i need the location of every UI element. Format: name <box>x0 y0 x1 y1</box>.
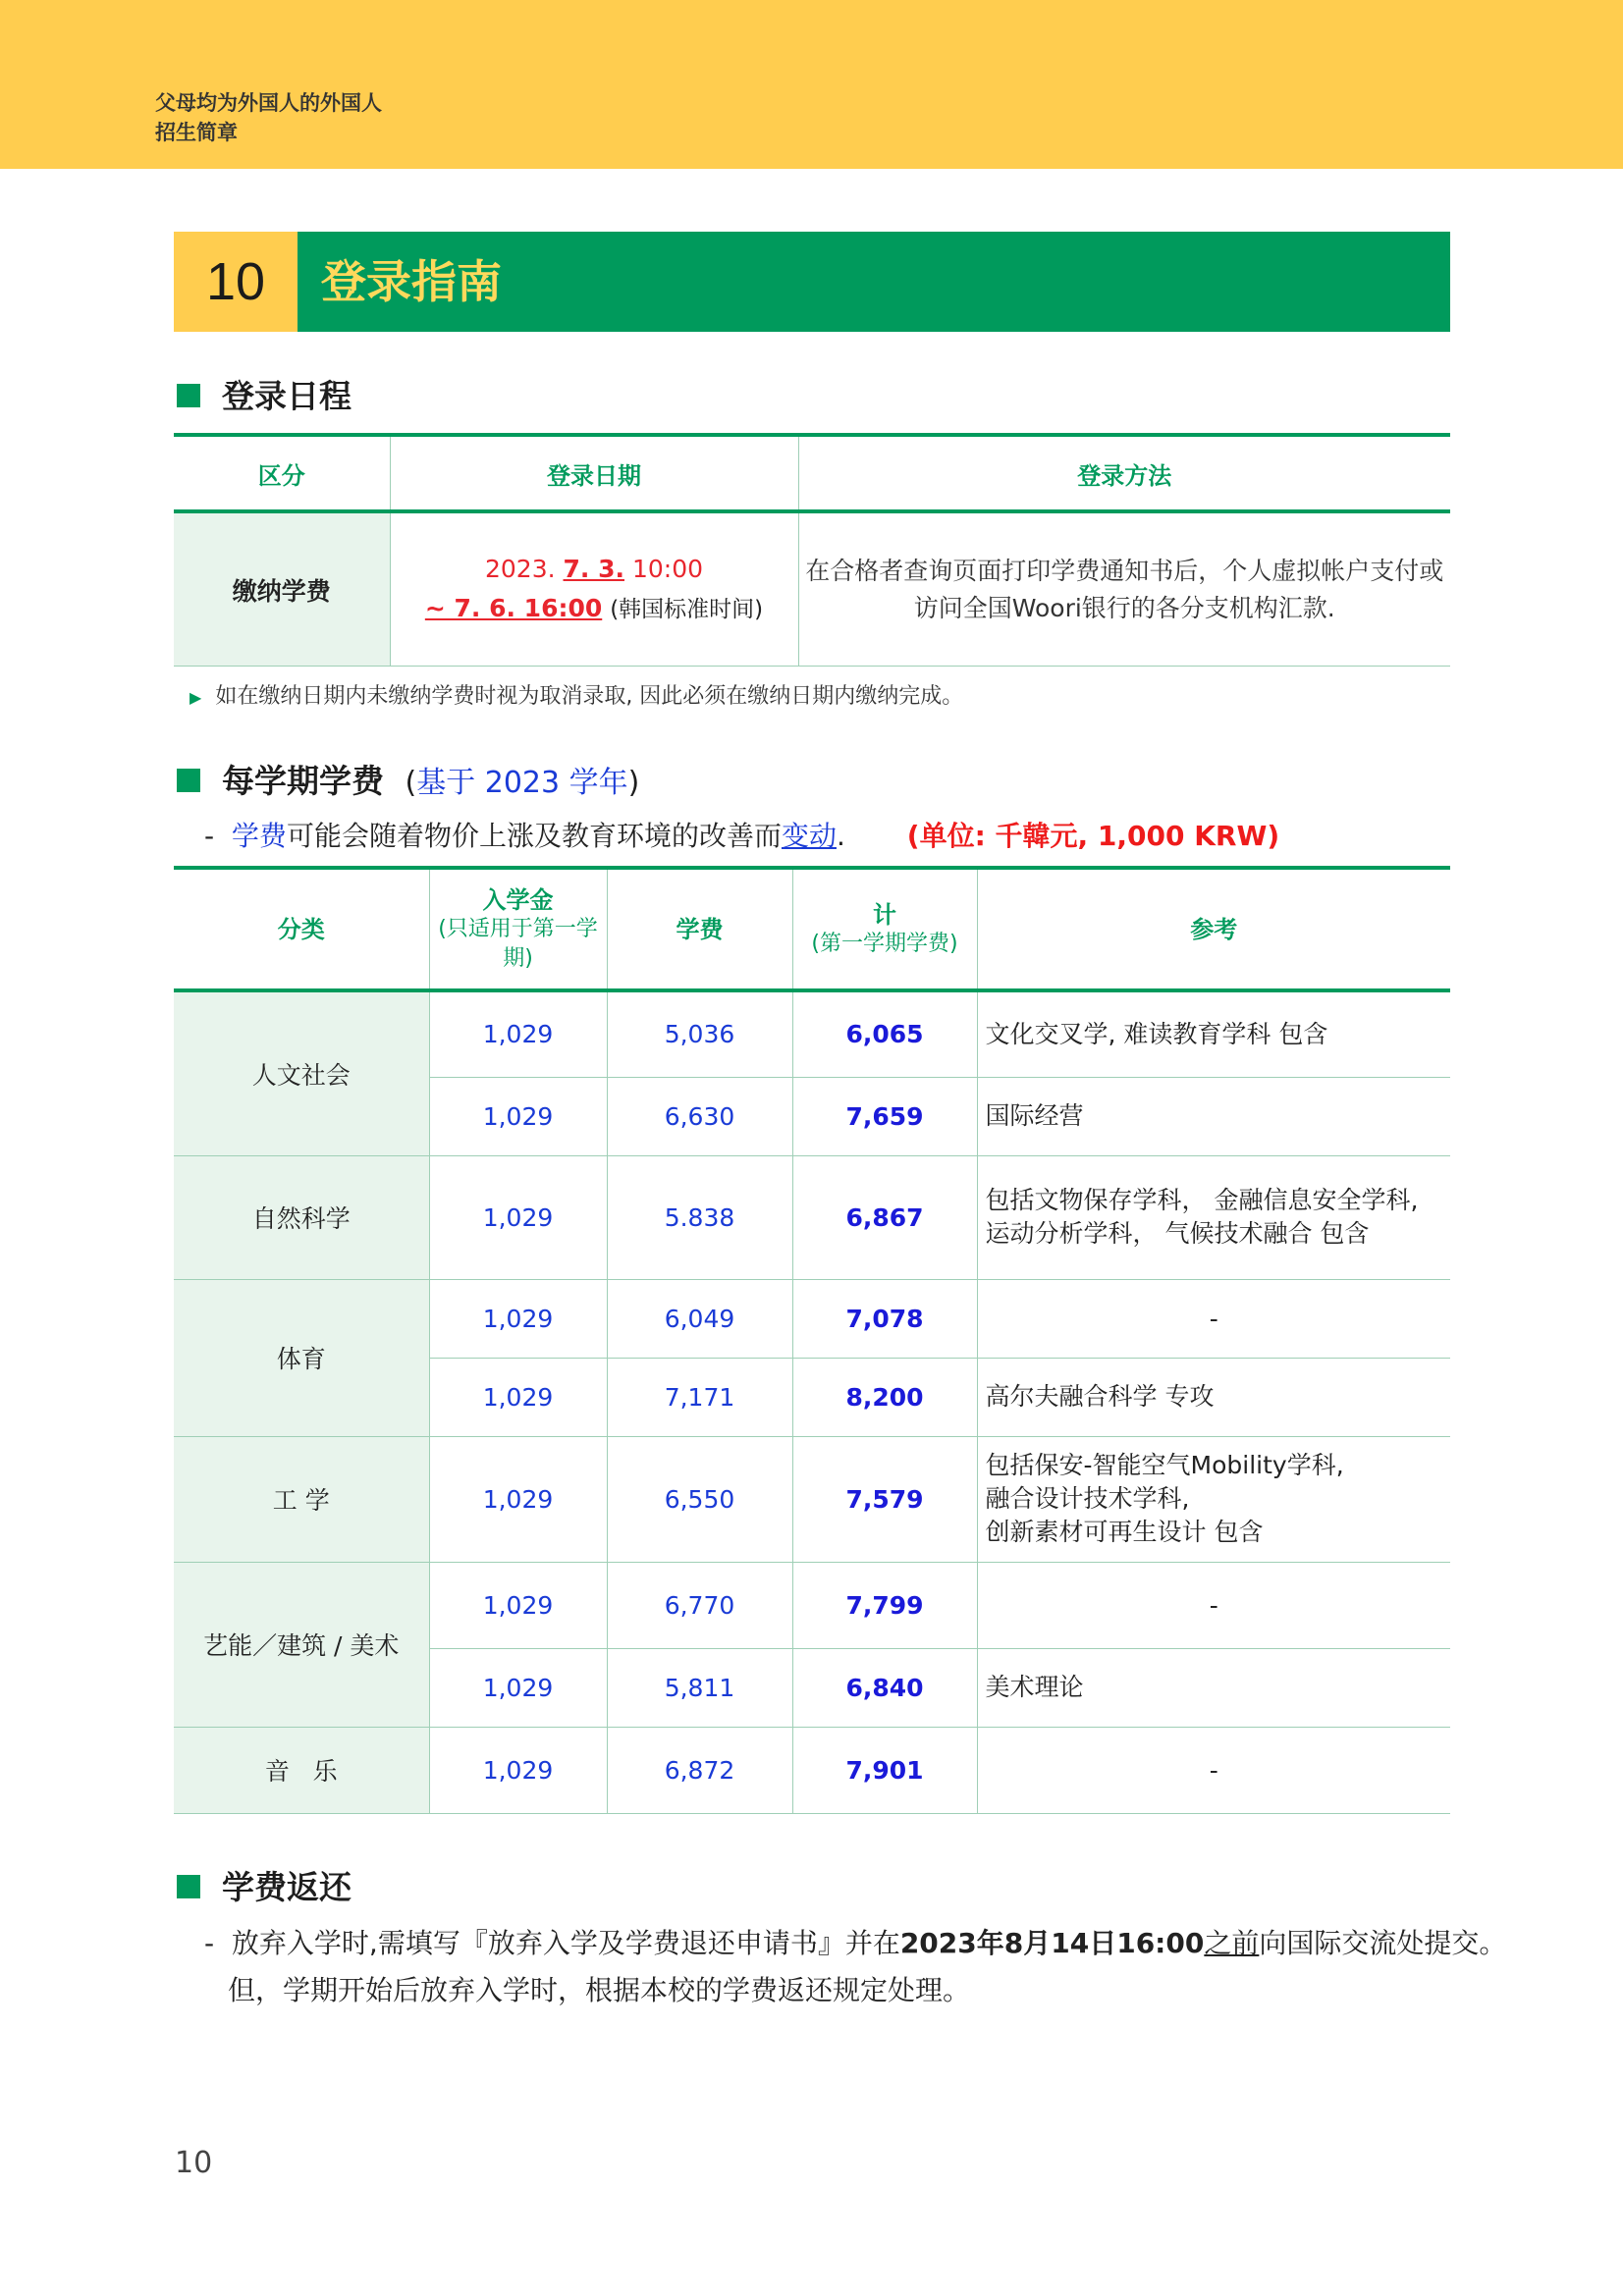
refund-heading <box>177 1862 352 1908</box>
fee-tuition: 5.838 <box>607 1155 792 1279</box>
fees-col-entrance <box>429 868 607 990</box>
fee-entrance: 1,029 <box>429 1155 607 1279</box>
fee-category: 自然科学 <box>174 1155 429 1279</box>
date-timezone: (韩国标准时间) <box>610 597 764 622</box>
fee-total: 7,799 <box>792 1562 977 1648</box>
fees-col-category: 分类 <box>174 868 429 990</box>
fee-entrance: 1,029 <box>429 990 607 1077</box>
fee-total: 7,078 <box>792 1279 977 1358</box>
fee-entrance: 1,029 <box>429 1562 607 1648</box>
fees-body <box>174 990 1450 1813</box>
fee-row <box>174 1727 1450 1813</box>
fee-row <box>174 1279 1450 1358</box>
fee-category: 体育 <box>174 1279 429 1436</box>
paren-close: ) <box>627 766 640 800</box>
fee-tuition: 5,036 <box>607 990 792 1077</box>
intro-word-2: 变动 <box>781 820 837 852</box>
schedule-heading <box>177 371 352 417</box>
total-sublabel: (第一学期学费) <box>811 931 958 956</box>
fees-col-reference: 参考 <box>977 868 1450 990</box>
triangle-right-icon: ▶ <box>189 688 202 707</box>
refund-text <box>204 1920 1506 2014</box>
fee-entrance: 1,029 <box>429 1648 607 1727</box>
fees-intro <box>204 815 1279 854</box>
fee-reference: 包括文物保存学科， 金融信息安全学科, 运动分析学科， 气候技术融合 包含 <box>977 1155 1450 1279</box>
fees-heading <box>177 756 639 802</box>
fee-tuition: 7,171 <box>607 1358 792 1436</box>
method-line-2: 访问全国Woori银行的各分支机构汇款. <box>913 593 1335 622</box>
fee-reference: 美术理论 <box>977 1648 1450 1727</box>
schedule-row <box>174 511 1450 667</box>
intro-end: . <box>836 820 845 852</box>
fee-entrance: 1,029 <box>429 1436 607 1562</box>
fee-row <box>174 1155 1450 1279</box>
fees-heading-basis <box>406 766 640 800</box>
basis-text: 基于 2023 学年 <box>416 766 628 800</box>
fee-entrance: 1,029 <box>429 1279 607 1358</box>
fee-total: 8,200 <box>792 1358 977 1436</box>
schedule-col-method: 登录方法 <box>798 435 1450 511</box>
fee-tuition: 6,550 <box>607 1436 792 1562</box>
fees-col-tuition: 学费 <box>607 868 792 990</box>
section-title: 登录指南 <box>321 255 502 308</box>
refund-before: 之前 <box>1204 1927 1260 1959</box>
fees-heading-text: 每学期学费 <box>222 762 384 800</box>
schedule-category: 缴纳学费 <box>174 511 390 667</box>
fee-row <box>174 990 1450 1077</box>
schedule-date <box>390 511 798 667</box>
fee-total: 6,065 <box>792 990 977 1077</box>
fee-category: 音 乐 <box>174 1727 429 1813</box>
refund-line-1 <box>204 1920 1506 1967</box>
refund-heading-text: 学费返还 <box>222 1868 352 1906</box>
page-number: 10 <box>175 2146 213 2180</box>
paren-open: ( <box>405 766 417 800</box>
intro-mid: 可能会随着物价上涨及教育环境的改善而 <box>286 820 782 852</box>
entrance-sublabel: (只适用于第一学期) <box>438 916 598 971</box>
fee-reference: 高尔夫融合科学 专攻 <box>977 1358 1450 1436</box>
intro-word-1: 学费 <box>231 820 287 852</box>
square-bullet-icon <box>177 769 200 792</box>
fee-reference: 文化交叉学, 难读教育学科 包含 <box>977 990 1450 1077</box>
fee-reference: - <box>977 1727 1450 1813</box>
entrance-label: 入学金 <box>482 885 554 914</box>
schedule-note <box>189 679 963 710</box>
fee-tuition: 6,770 <box>607 1562 792 1648</box>
fees-header-row <box>174 868 1450 990</box>
fee-entrance: 1,029 <box>429 1727 607 1813</box>
fees-table <box>174 866 1450 1814</box>
date-start-time: 10:00 <box>631 555 704 583</box>
fee-total: 6,840 <box>792 1648 977 1727</box>
schedule-header-row <box>174 435 1450 511</box>
fee-category: 工 学 <box>174 1436 429 1562</box>
method-line-1: 在合格者查询页面打印学费通知书后，个人虚拟帐户支付或 <box>805 556 1444 585</box>
header-line-2: 招生简章 <box>155 121 238 144</box>
date-year: 2023. <box>484 555 556 583</box>
total-label: 计 <box>873 900 896 929</box>
fee-row <box>174 1436 1450 1562</box>
refund-deadline: 2023年8月14日16:00 <box>899 1927 1205 1959</box>
fee-total: 7,901 <box>792 1727 977 1813</box>
fee-category: 人文社会 <box>174 990 429 1155</box>
fee-reference: 国际经营 <box>977 1077 1450 1155</box>
refund-line-1c: 向国际交流处提交。 <box>1259 1927 1507 1959</box>
fee-entrance: 1,029 <box>429 1077 607 1155</box>
fee-total: 6,867 <box>792 1155 977 1279</box>
square-bullet-icon <box>177 384 200 407</box>
section-heading <box>174 232 1450 332</box>
fee-reference: - <box>977 1279 1450 1358</box>
fee-total: 7,659 <box>792 1077 977 1155</box>
fee-tuition: 5,811 <box>607 1648 792 1727</box>
intro-dash: - <box>204 820 215 852</box>
schedule-table <box>174 433 1450 667</box>
fee-tuition: 6,049 <box>607 1279 792 1358</box>
fee-category: 艺能／建筑 / 美术 <box>174 1562 429 1727</box>
fee-row <box>174 1562 1450 1648</box>
schedule-col-category: 区分 <box>174 435 390 511</box>
refund-dash: - <box>204 1927 215 1959</box>
document-header <box>155 88 382 147</box>
refund-line-1a: 放弃入学时,需填写『放弃入学及学费退还申请书』并在 <box>231 1927 900 1959</box>
fee-tuition: 6,630 <box>607 1077 792 1155</box>
header-line-1: 父母均为外国人的外国人 <box>155 91 382 115</box>
fee-reference: - <box>977 1562 1450 1648</box>
fee-total: 7,579 <box>792 1436 977 1562</box>
date-end: ~ 7. 6. 16:00 <box>424 594 603 622</box>
fee-entrance: 1,029 <box>429 1358 607 1436</box>
section-number: 10 <box>174 232 298 332</box>
fees-col-total <box>792 868 977 990</box>
section-title-box <box>298 232 1450 332</box>
date-start: 7. 3. <box>563 555 625 583</box>
schedule-heading-text: 登录日程 <box>222 377 352 415</box>
unit-note: (单位: 千韓元, 1,000 KRW) <box>906 820 1280 852</box>
fee-reference: 包括保安-智能空气Mobility学科, 融合设计技术学科, 创新素材可再生设计 包含 <box>977 1436 1450 1562</box>
schedule-note-text: 如在缴纳日期内未缴纳学费时视为取消录取, 因此必须在缴纳日期内缴纳完成。 <box>215 684 964 709</box>
fee-tuition: 6,872 <box>607 1727 792 1813</box>
schedule-method <box>798 511 1450 667</box>
square-bullet-icon <box>177 1875 200 1898</box>
schedule-col-date: 登录日期 <box>390 435 798 511</box>
refund-line-2: 但，学期开始后放弃入学时，根据本校的学费返还规定处理。 <box>228 1974 971 2006</box>
